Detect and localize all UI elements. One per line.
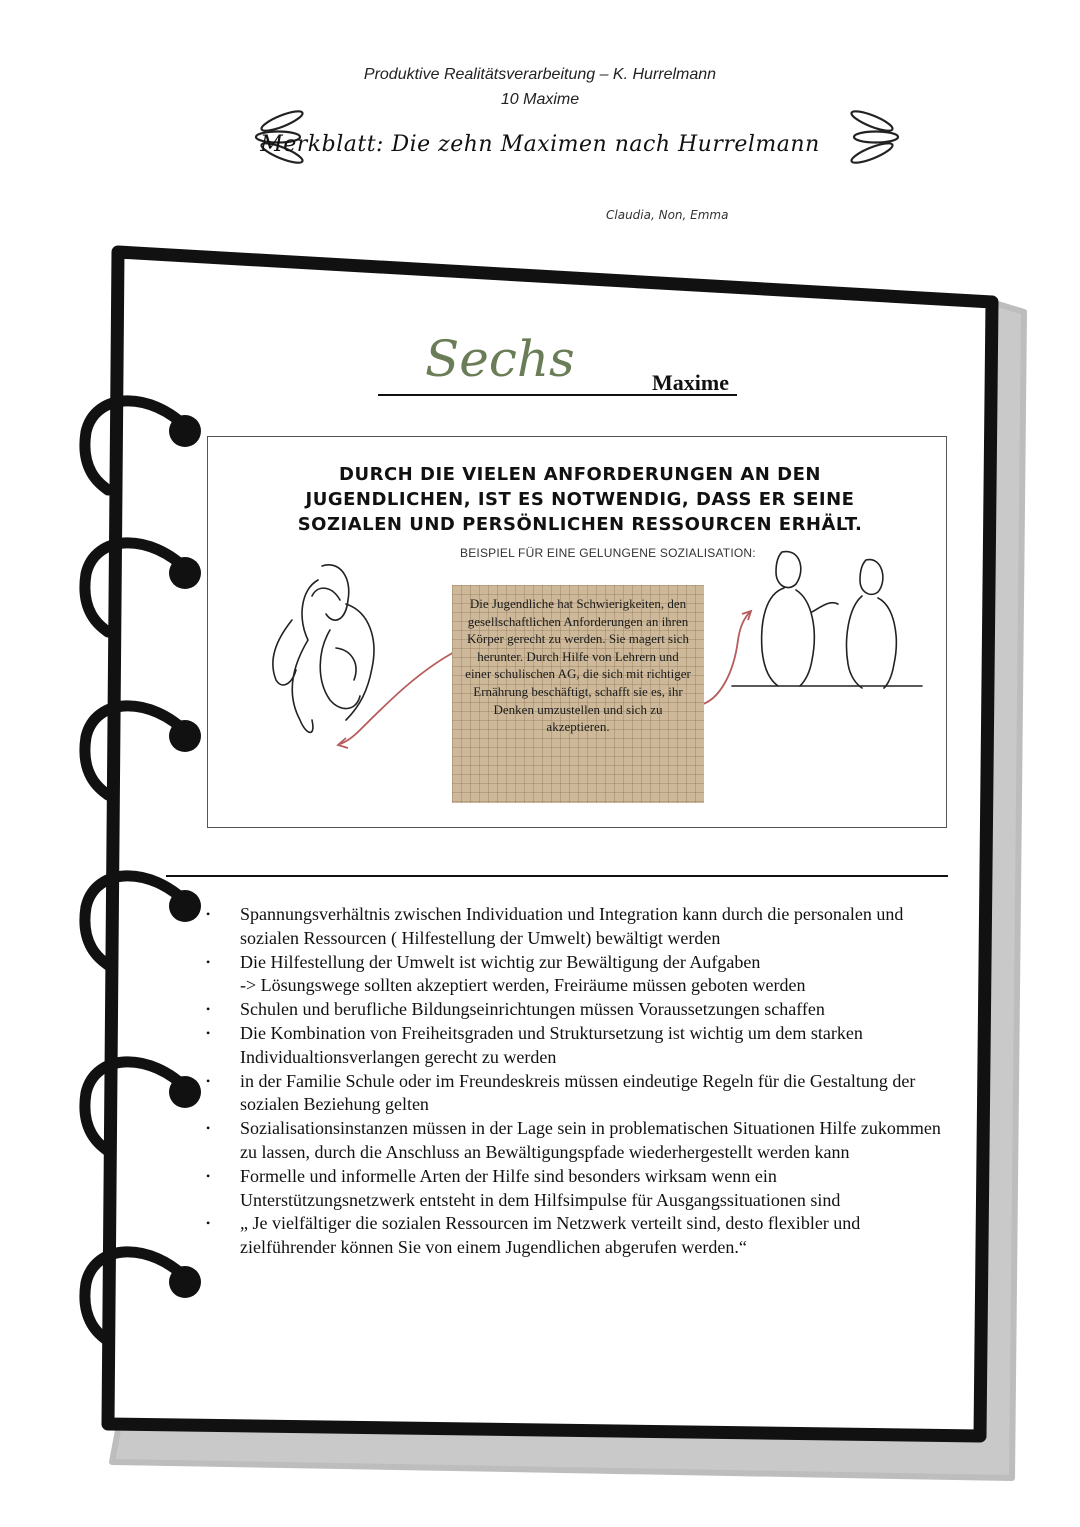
list-item: • in der Familie Schule oder im Freundeskreis müssen eindeutige Regeln für die Gestaltung der sozialen Beziehung gelten (206, 1070, 946, 1118)
list-item: • Schulen und berufliche Bildungseinrichtungen müssen Voraussetzungen schaffen (206, 998, 946, 1022)
list-item: • „ Je vielfältiger die sozialen Ressourcen im Netzwerk verteilt sind, desto flexibler und zielführender können Sie von einem Jugendlichen abgerufen werden.“ (206, 1212, 946, 1260)
merkblatt-heading: Merkblatt: Die zehn Maximen nach Hurrelmann (260, 132, 820, 157)
bullet-list (206, 903, 946, 1260)
document-title: Produktive Realitätsverarbeitung – K. Hurrelmann (363, 66, 717, 83)
document-subtitle: 10 Maxime (500, 91, 580, 108)
list-item: • Spannungsverhältnis zwischen Individuation und Integration kann durch die personalen und sozialen Ressourcen ( Hilfestellung der Umwelt) bewältigt werden (206, 903, 946, 951)
box-heading: DURCH DIE VIELEN ANFORDERUNGEN AN DEN JUGENDLICHEN, IST ES NOTWENDIG, DASS ER SEINE SOZIALEN UND PERSÖNLICHEN RESSOURCEN ERHÄLT. (297, 464, 863, 535)
list-item: • Formelle und informelle Arten der Hilfe sind besonders wirksam wenn ein Unterstützungsnetzwerk entsteht in dem Hilfsimpulse für Ausgangssituationen sind (206, 1165, 946, 1213)
list-item: • Die Hilfestellung der Umwelt ist wichtig zur Bewältigung der Aufgaben (206, 951, 946, 975)
example-note: Die Jugendliche hat Schwierigkeiten, den gesellschaftlichen Anforderungen an ihren Körper gerecht zu werden. Sie magert sich herunter. Durch Hilfe von Lehrern und einer schulischen AG, die sich mit richtiger Ernährung beschäftigt, schafft sie es, ihr Denken umzustellen und sich zu akzeptieren. (452, 585, 704, 803)
authors-signature: Claudia, Non, Emma (606, 208, 729, 222)
maxime-label: Maxime (652, 370, 729, 395)
list-item: -> Lösungswege sollten akzeptiert werden, Freiräume müssen geboten werden (240, 975, 806, 996)
list-item: • Die Kombination von Freiheitsgraden und Struktursetzung ist wichtig um dem starken Individualtionsverlangen gerecht zu werden (206, 1022, 946, 1070)
maxime-number-word: Sechs (425, 330, 575, 388)
example-label: BEISPIEL FÜR EINE GELUNGENE SOZIALISATION: (460, 546, 756, 560)
list-item: • Sozialisationsinstanzen müssen in der Lage sein in problematischen Situationen Hilfe zukommen zu lassen, durch die Anschluss an Bewältigungspfade wiederhergestellt werden kann (206, 1117, 946, 1165)
